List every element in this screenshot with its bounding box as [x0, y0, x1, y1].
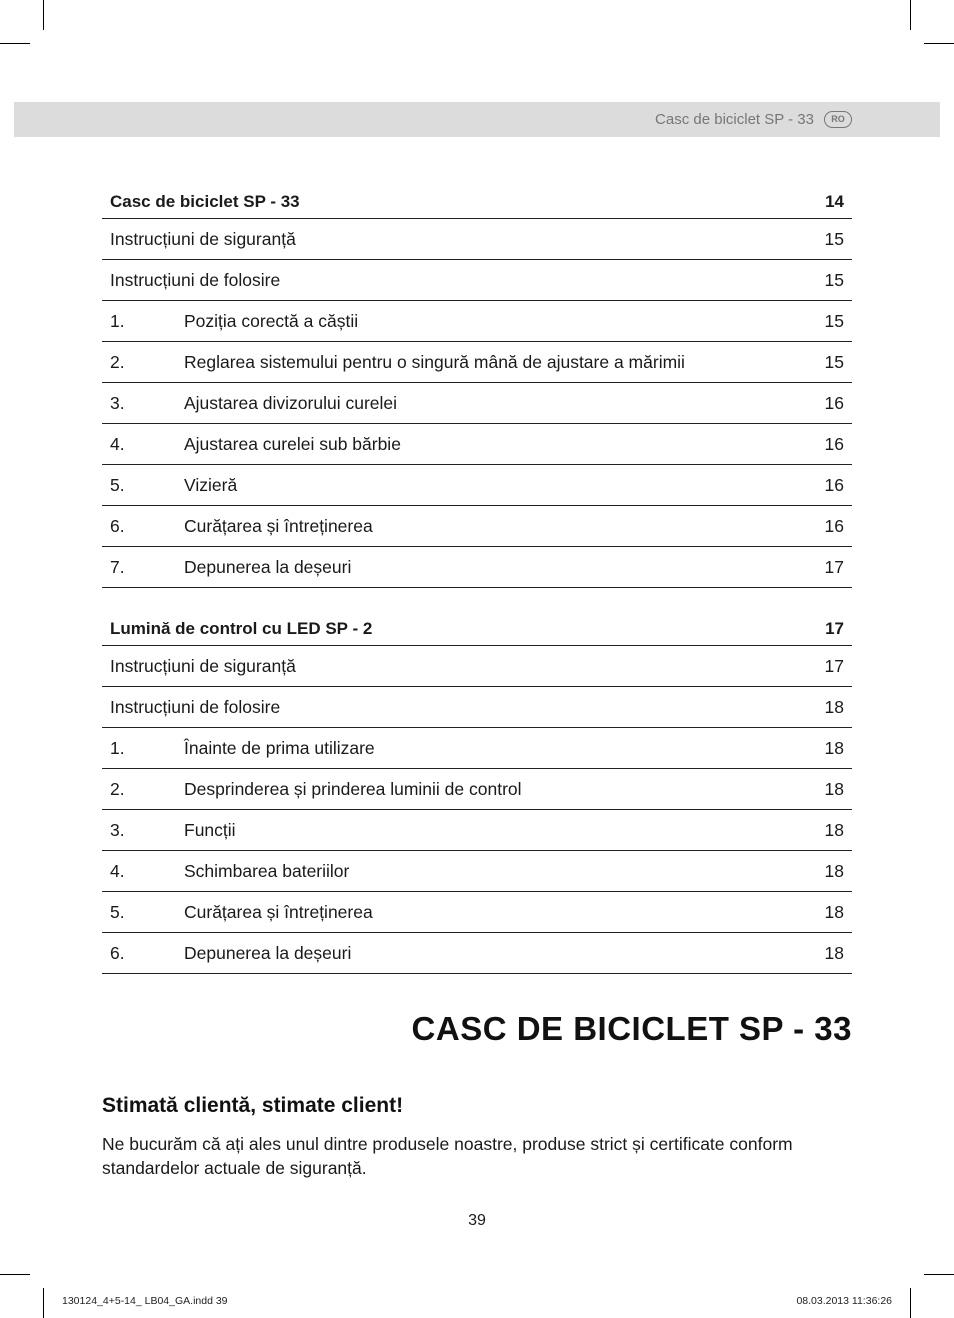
- toc-entry-page: 16: [824, 475, 844, 495]
- toc-entry-page: 18: [824, 697, 844, 717]
- toc-entry-title: Curățarea și întreținerea: [184, 516, 373, 536]
- language-badge: RO: [824, 111, 852, 128]
- toc-entry-page: 15: [824, 270, 844, 290]
- running-header: [14, 102, 940, 137]
- toc-entry-number: 5.: [110, 475, 125, 495]
- crop-mark-bottom-left-h: [0, 1274, 30, 1275]
- toc-entry-page: 18: [824, 943, 844, 963]
- toc-entry-title: Înainte de prima utilizare: [184, 738, 375, 758]
- toc-row[interactable]: [102, 892, 852, 933]
- toc-section-led-light: [102, 615, 852, 974]
- toc-entry-title: Funcții: [184, 820, 236, 840]
- intro-paragraph: Ne bucurăm că ați ales unul dintre produsele noastre, produse strict și certificate conform standardelor actuale de siguranță.: [102, 1134, 793, 1178]
- toc-entry-number: 5.: [110, 902, 125, 922]
- crop-mark-bottom-left-v: [43, 1288, 44, 1318]
- toc-entry-number: 4.: [110, 434, 125, 454]
- crop-mark-bottom-right-v: [910, 1288, 911, 1318]
- toc-entry-number: 2.: [110, 352, 125, 372]
- toc-entry-title: Instrucțiuni de folosire: [110, 270, 281, 290]
- toc-section-page: 17: [825, 619, 844, 638]
- toc-section-title: Lumină de control cu LED SP - 2: [110, 619, 373, 638]
- toc-entry-title: Ajustarea divizorului curelei: [184, 393, 398, 413]
- toc-entry-title: Instrucțiuni de siguranță: [110, 656, 296, 676]
- toc-entry-title: Instrucțiuni de folosire: [110, 697, 281, 717]
- page-number: 39: [468, 1212, 486, 1229]
- greeting-heading: Stimată clientă, stimate client!: [102, 1094, 404, 1117]
- slug-datetime: 08.03.2013 11:36:26: [796, 1295, 892, 1307]
- toc-row[interactable]: [102, 728, 852, 769]
- toc-entry-number: 1.: [110, 738, 125, 758]
- toc-entry-page: 18: [824, 779, 844, 799]
- toc-section-heading[interactable]: [102, 188, 852, 219]
- toc-section-title: Casc de biciclet SP - 33: [110, 192, 300, 211]
- toc-entry-number: 3.: [110, 820, 125, 840]
- toc-entry-title: Depunerea la deșeuri: [184, 557, 352, 577]
- toc-entry-number: 6.: [110, 516, 125, 536]
- toc-entry-page: 16: [824, 393, 844, 413]
- toc-entry-number: 6.: [110, 943, 125, 963]
- running-title: Casc de biciclet SP - 33: [655, 111, 814, 128]
- toc-row[interactable]: [102, 424, 852, 465]
- crop-mark-bottom-right-h: [924, 1274, 954, 1275]
- toc-row[interactable]: [102, 769, 852, 810]
- toc-section-heading[interactable]: [102, 615, 852, 646]
- toc-row[interactable]: [102, 301, 852, 342]
- toc-entry-title: Instrucțiuni de siguranță: [110, 229, 296, 249]
- toc-entry-title: Ajustarea curelei sub bărbie: [184, 434, 401, 454]
- slug-file-info: 130124_4+5-14_ LB04_GA.indd 39: [62, 1295, 228, 1307]
- toc-section-helmet: [102, 188, 852, 588]
- toc-entry-page: 16: [824, 516, 844, 536]
- toc-entry-page: 17: [824, 557, 844, 577]
- toc-row[interactable]: [102, 646, 852, 687]
- crop-mark-top-right-v: [910, 0, 911, 30]
- toc-entry-title: Reglarea sistemului pentru o singură mână de ajustare a mărimii: [184, 352, 685, 372]
- toc-entry-page: 18: [824, 738, 844, 758]
- toc-row[interactable]: [102, 260, 852, 301]
- toc-entry-page: 18: [824, 902, 844, 922]
- main-title: CASC DE BICICLET SP - 33: [411, 1010, 852, 1047]
- toc-row[interactable]: [102, 383, 852, 424]
- toc-entry-number: 1.: [110, 311, 125, 331]
- toc-entry-title: Poziția corectă a căștii: [184, 311, 359, 331]
- toc-row[interactable]: [102, 810, 852, 851]
- toc-entry-page: 18: [824, 820, 844, 840]
- toc-entry-number: 7.: [110, 557, 125, 577]
- toc-row[interactable]: [102, 465, 852, 506]
- toc-entry-page: 15: [824, 311, 844, 331]
- crop-mark-top-left-v: [43, 0, 44, 30]
- toc-row[interactable]: [102, 933, 852, 974]
- toc-entry-number: 2.: [110, 779, 125, 799]
- toc-entry-title: Vizieră: [184, 475, 238, 495]
- crop-mark-top-left-h: [0, 43, 30, 44]
- toc-row[interactable]: [102, 219, 852, 260]
- toc-row[interactable]: [102, 506, 852, 547]
- toc-entry-page: 15: [824, 229, 844, 249]
- toc-row[interactable]: [102, 687, 852, 728]
- toc-entry-page: 16: [824, 434, 844, 454]
- toc-entry-number: 4.: [110, 861, 125, 881]
- toc-entry-page: 15: [824, 352, 844, 372]
- toc-entry-page: 17: [824, 656, 844, 676]
- toc-entry-page: 18: [824, 861, 844, 881]
- toc-entry-title: Schimbarea bateriilor: [184, 861, 350, 881]
- toc-entry-title: Curățarea și întreținerea: [184, 902, 373, 922]
- toc-entry-number: 3.: [110, 393, 125, 413]
- crop-mark-top-right-h: [924, 43, 954, 44]
- toc-row[interactable]: [102, 851, 852, 892]
- toc-entry-title: Desprinderea și prinderea luminii de control: [184, 779, 522, 799]
- toc-section-page: 14: [825, 192, 844, 211]
- toc-row[interactable]: [102, 547, 852, 588]
- toc-entry-title: Depunerea la deșeuri: [184, 943, 352, 963]
- toc-row[interactable]: [102, 342, 852, 383]
